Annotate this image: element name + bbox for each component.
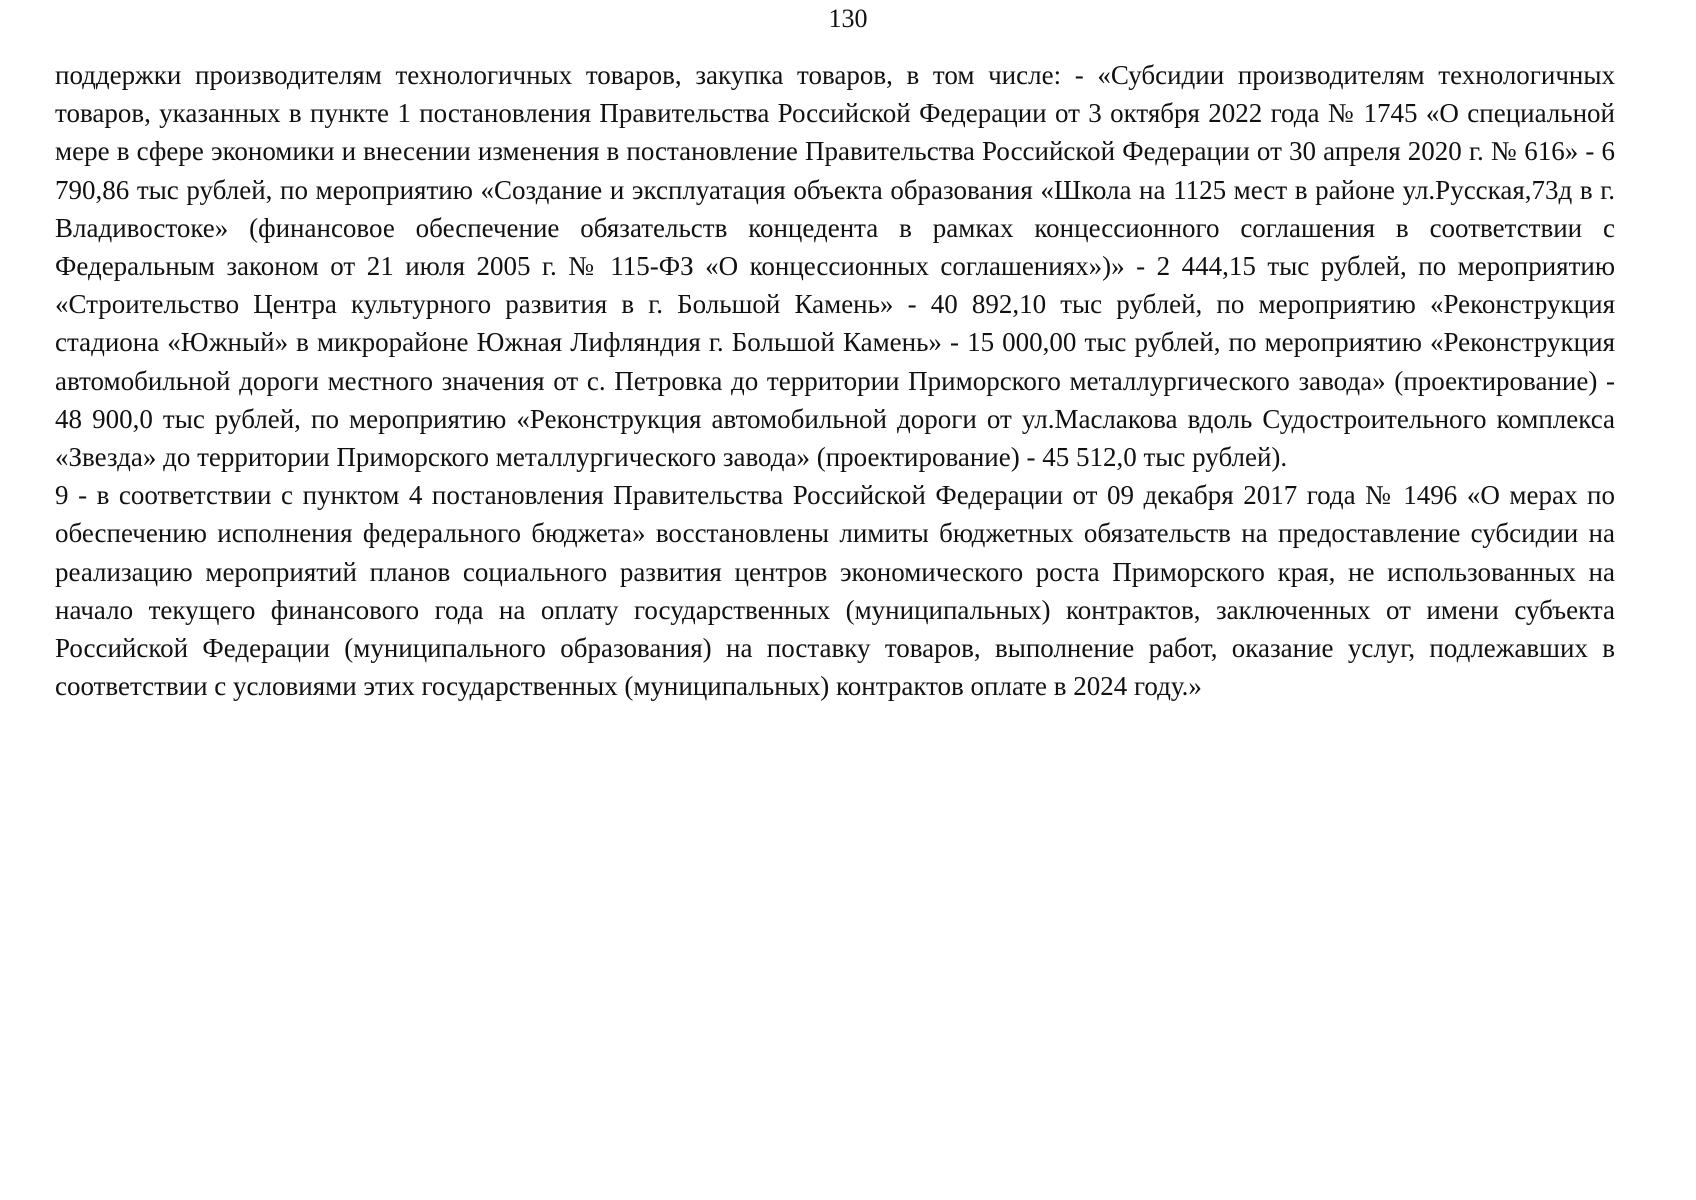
- page-number: 130: [828, 4, 868, 33]
- paragraph-continuation: поддержки производителям технологичных товаров, закупка товаров, в том числе: - «Субсидии производителям технологичных товаров, указанных в пункте 1 постановления Правительства Российской Федерации от 3 октября 2022 года № 1745 «О специальной мере в сфере экономики и внесении изменения в постановление Правительства Российской Федерации от 30 апреля 2020 г. № 616» - 6 790,86 тыс рублей, по мероприятию «Создание и эксплуатация объекта образования «Школа на 1125 мест в районе ул.Русская,73д в г. Владивостоке» (финансовое обеспечение обязательств концедента в рамках концессионного соглашения в соответствии с Федеральным законом от 21 июля 2005 г. № 115-ФЗ «О концессионных соглашениях»)» - 2 444,15 тыс рублей, по мероприятию «Строительство Центра культурного развития в г. Большой Камень» - 40 892,10 тыс рублей, по мероприятию «Реконструкция стадиона «Южный» в микрорайоне Южная Лифляндия г. Большой Камень» - 15 000,00 тыс рублей, по мероприятию «Реконструкция автомобильной дороги местного значения от с. Петровка до территории Приморского металлургического завода» (проектирование) - 48 900,0 тыс рублей, по мероприятию «Реконструкция автомобильной дороги от ул.Маслакова вдоль Судостроительного комплекса «Звезда» до территории Приморского металлургического завода» (проектирование) - 45 512,0 тыс рублей).: [55, 60, 1615, 473]
- document-body: [55, 56, 1615, 705]
- paragraph-footnote-9: 9 - в соответствии с пунктом 4 постановления Правительства Российской Федерации от 09 декабря 2017 года № 1496 «О мерах по обеспечению исполнения федерального бюджета» восстановлены лимиты бюджетных обязательств на предоставление субсидии на реализацию мероприятий планов социального развития центров экономического роста Приморского края, не использованных на начало текущего финансового года на оплату государственных (муниципальных) контрактов, заключенных от имени субъекта Российской Федерации (муниципального образования) на поставку товаров, выполнение работ, оказание услуг, подлежавших в соответствии с условиями этих государственных (муниципальных) контрактов оплате в 2024 году.»: [55, 480, 1615, 702]
